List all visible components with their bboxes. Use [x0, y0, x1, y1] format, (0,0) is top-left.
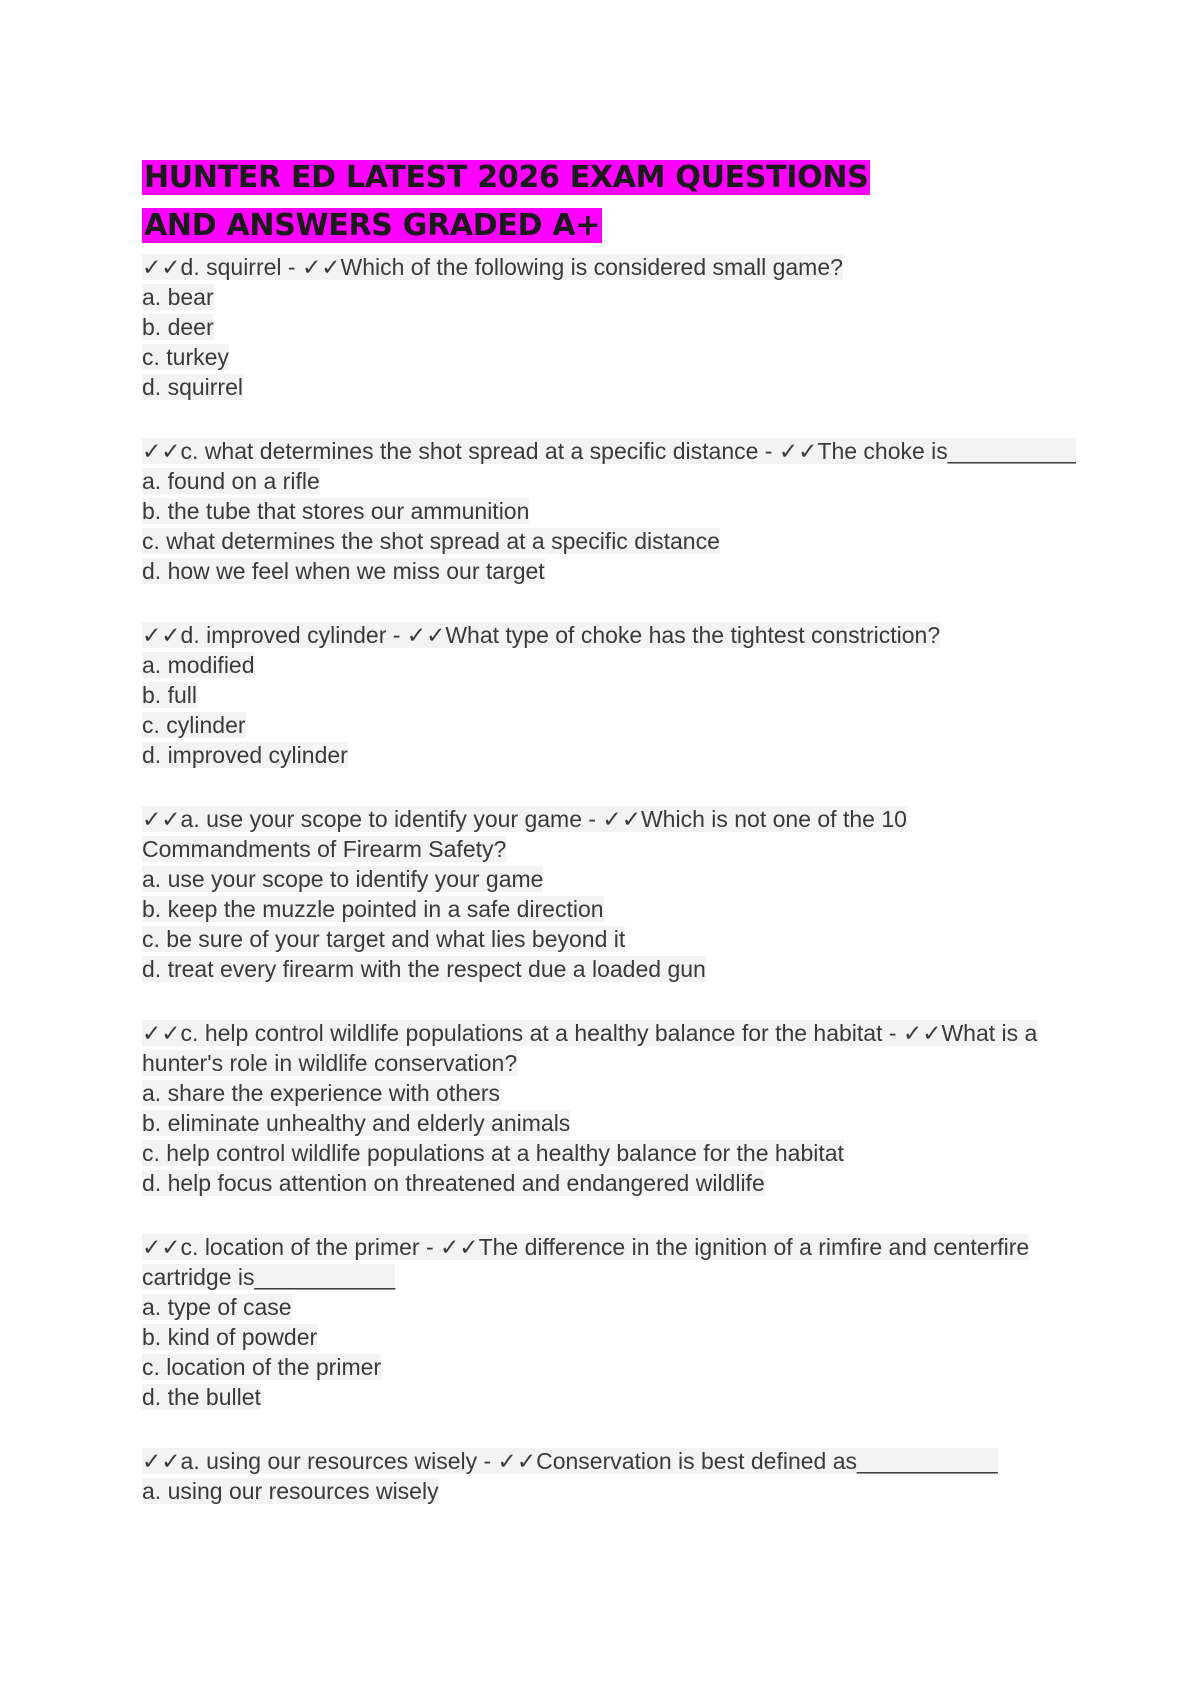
- answer-options: [142, 1476, 1082, 1506]
- answer-options: [142, 864, 1082, 984]
- question-line: ✓✓c. help control wildlife populations at a healthy balance for the habitat - ✓✓What is a hunter's role in wildlife conservation?: [142, 1020, 1038, 1076]
- answer-option: a. found on a rifle: [142, 468, 320, 494]
- question-line: ✓✓c. location of the primer - ✓✓The difference in the ignition of a rimfire and centerfire cartridge is___________: [142, 1234, 1030, 1290]
- answer-option: c. cylinder: [142, 712, 246, 738]
- question-line: ✓✓d. improved cylinder - ✓✓What type of choke has the tightest constriction?: [142, 622, 941, 648]
- answer-options: [142, 1292, 1082, 1412]
- answer-option: d. improved cylinder: [142, 742, 348, 768]
- answer-option: a. use your scope to identify your game: [142, 866, 544, 892]
- qa-item: [142, 252, 1082, 402]
- answer-option: b. kind of powder: [142, 1324, 318, 1350]
- question-line: ✓✓a. use your scope to identify your game - ✓✓Which is not one of the 10 Commandments of Firearm Safety?: [142, 806, 907, 862]
- answer-option: c. help control wildlife populations at a healthy balance for the habitat: [142, 1140, 844, 1166]
- answer-option: a. type of case: [142, 1294, 292, 1320]
- document-title-text: HUNTER ED LATEST 2026 EXAM QUESTIONS AND ANSWERS GRADED A+: [144, 160, 869, 243]
- answer-option: c. be sure of your target and what lies beyond it: [142, 926, 626, 952]
- answer-option: d. squirrel: [142, 374, 243, 400]
- qa-item: [142, 804, 1082, 984]
- answer-option: b. full: [142, 682, 197, 708]
- qa-item: [142, 620, 1082, 770]
- question-line: ✓✓c. what determines the shot spread at a specific distance - ✓✓The choke is__________: [142, 438, 1076, 464]
- answer-options: [142, 282, 1082, 402]
- answer-options: [142, 466, 1082, 586]
- qa-item: [142, 1446, 1082, 1506]
- answer-option: a. share the experience with others: [142, 1080, 500, 1106]
- qa-item: [142, 436, 1082, 586]
- answer-options: [142, 650, 1082, 770]
- document-title: [142, 154, 932, 250]
- answer-option: d. how we feel when we miss our target: [142, 558, 545, 584]
- answer-option: b. deer: [142, 314, 214, 340]
- qa-item: [142, 1018, 1082, 1198]
- answer-option: d. help focus attention on threatened and endangered wildlife: [142, 1170, 765, 1196]
- answer-option: b. keep the muzzle pointed in a safe direction: [142, 896, 604, 922]
- qa-list: [142, 252, 1082, 1540]
- answer-option: a. modified: [142, 652, 255, 678]
- answer-options: [142, 1078, 1082, 1198]
- answer-option: b. the tube that stores our ammunition: [142, 498, 530, 524]
- question-line: ✓✓a. using our resources wisely - ✓✓Conservation is best defined as___________: [142, 1448, 998, 1474]
- answer-option: a. bear: [142, 284, 214, 310]
- answer-option: b. eliminate unhealthy and elderly animals: [142, 1110, 571, 1136]
- qa-item: [142, 1232, 1082, 1412]
- answer-option: d. treat every firearm with the respect due a loaded gun: [142, 956, 706, 982]
- answer-option: c. turkey: [142, 344, 229, 370]
- answer-option: c. what determines the shot spread at a specific distance: [142, 528, 720, 554]
- answer-option: a. using our resources wisely: [142, 1478, 439, 1504]
- question-line: ✓✓d. squirrel - ✓✓Which of the following is considered small game?: [142, 254, 843, 280]
- answer-option: c. location of the primer: [142, 1354, 382, 1380]
- answer-option: d. the bullet: [142, 1384, 261, 1410]
